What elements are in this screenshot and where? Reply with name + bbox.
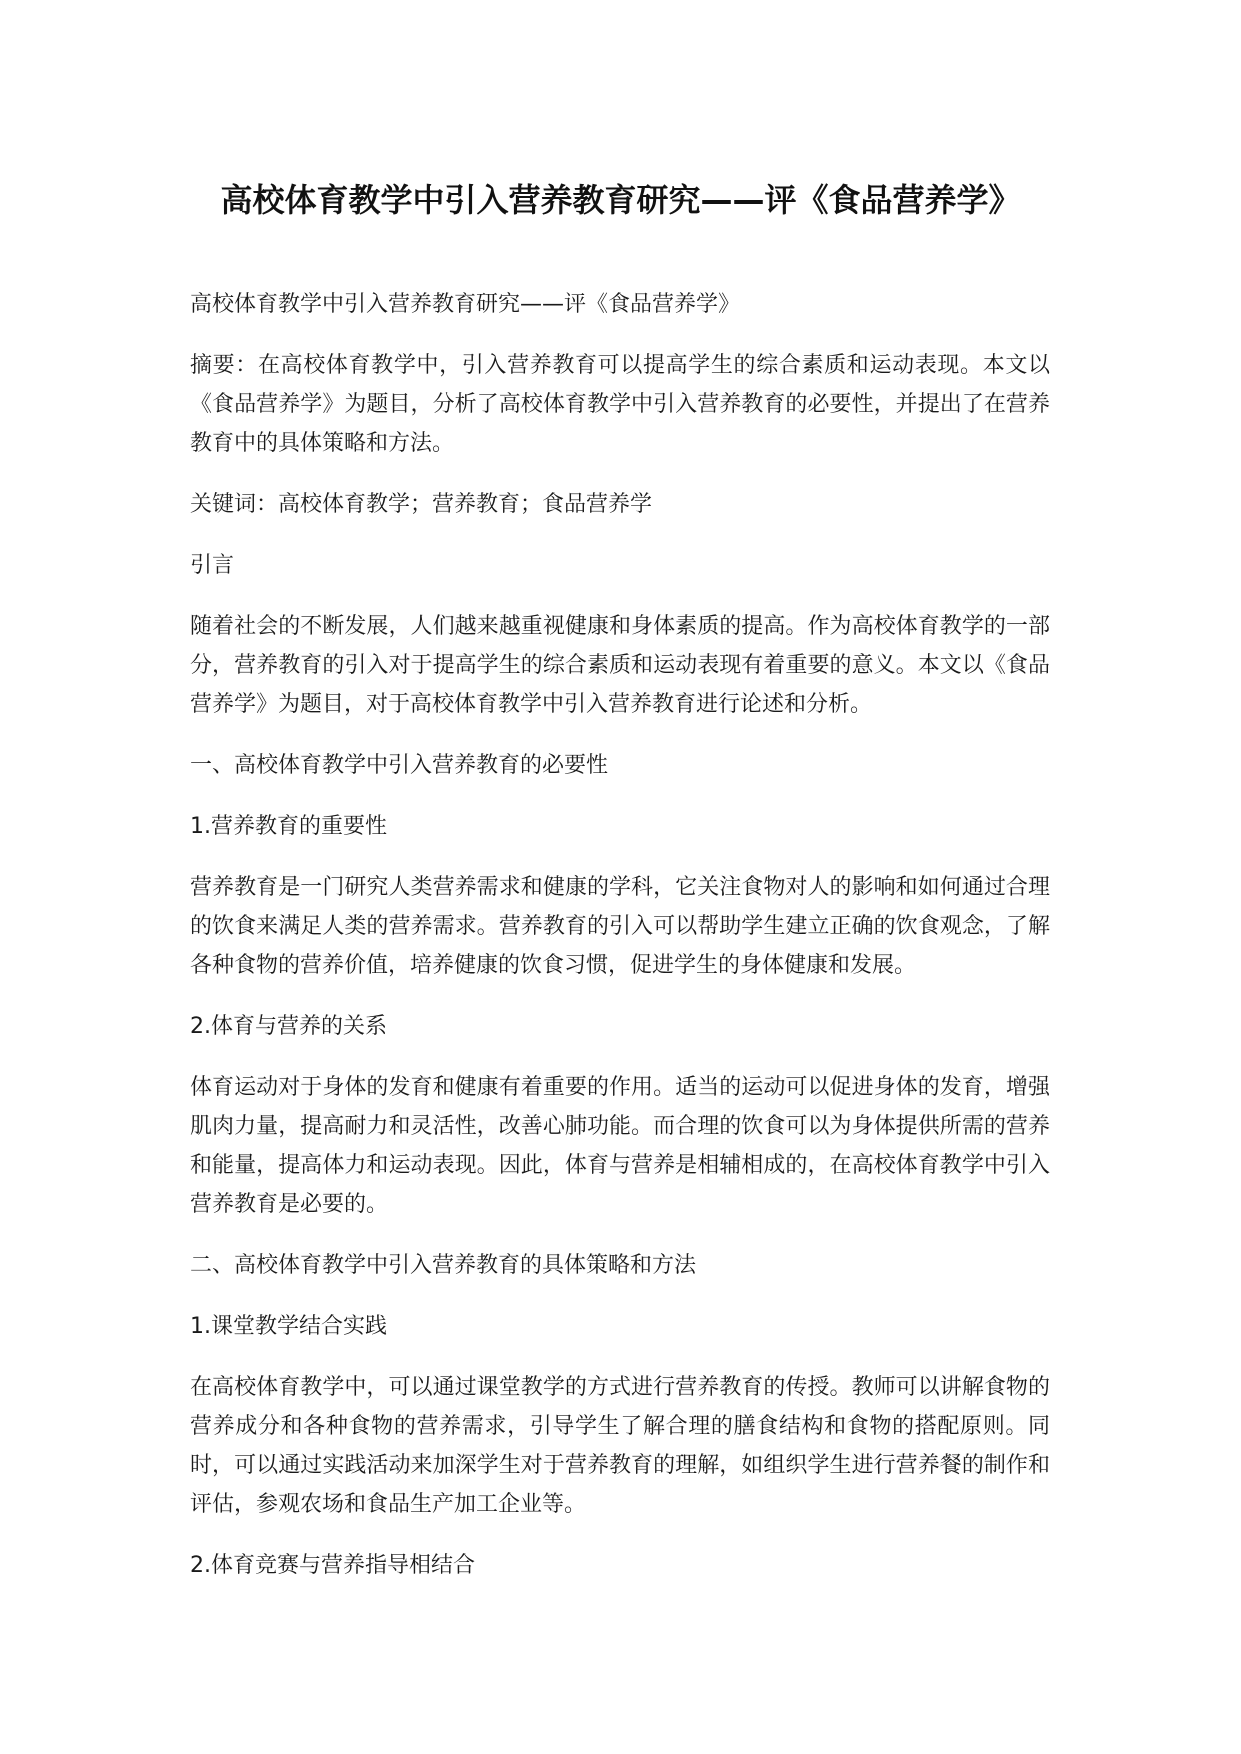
body-paragraph: 体育运动对于身体的发育和健康有着重要的作用。适当的运动可以促进身体的发育，增强肌肉力量，提高耐力和灵活性，改善心肺功能。而合理的饮食可以为身体提供所需的营养和能量，提高体力和运动表现。因此，体育与营养是相辅相成的，在高校体育教学中引入营养教育是必要的。 (190, 1075, 1050, 1217)
section-heading-introduction: 引言 (190, 553, 235, 578)
subsection-heading-2-1: 1.课堂教学结合实践 (190, 1314, 387, 1339)
subsection-heading-1-1: 1.营养教育的重要性 (190, 814, 387, 839)
subtitle-line: 高校体育教学中引入营养教育研究——评《食品营养学》 (190, 292, 741, 317)
subsection-heading-1-2: 2.体育与营养的关系 (190, 1014, 387, 1039)
document-title: 高校体育教学中引入营养教育研究——评《食品营养学》 (220, 181, 1021, 219)
abstract-paragraph: 摘要：在高校体育教学中，引入营养教育可以提高学生的综合素质和运动表现。本文以《食品营养学》为题目，分析了高校体育教学中引入营养教育的必要性，并提出了在营养教育中的具体策略和方法。 (190, 353, 1050, 456)
document-body (190, 285, 1050, 1607)
introduction-paragraph: 随着社会的不断发展，人们越来越重视健康和身体素质的提高。作为高校体育教学的一部分，营养教育的引入对于提高学生的综合素质和运动表现有着重要的意义。本文以《食品营养学》为题目，对于高校体育教学中引入营养教育进行论述和分析。 (190, 614, 1050, 717)
section-heading-2: 二、高校体育教学中引入营养教育的具体策略和方法 (190, 1253, 697, 1278)
body-paragraph: 在高校体育教学中，可以通过课堂教学的方式进行营养教育的传授。教师可以讲解食物的营养成分和各种食物的营养需求，引导学生了解合理的膳食结构和食物的搭配原则。同时，可以通过实践活动来加深学生对于营养教育的理解，如组织学生进行营养餐的制作和评估，参观农场和食品生产加工企业等。 (190, 1375, 1050, 1517)
body-paragraph: 营养教育是一门研究人类营养需求和健康的学科，它关注食物对人的影响和如何通过合理的饮食来满足人类的营养需求。营养教育的引入可以帮助学生建立正确的饮食观念，了解各种食物的营养价值，培养健康的饮食习惯，促进学生的身体健康和发展。 (190, 875, 1050, 978)
section-heading-1: 一、高校体育教学中引入营养教育的必要性 (190, 753, 609, 778)
subsection-heading-2-2: 2.体育竞赛与营养指导相结合 (190, 1553, 475, 1578)
keywords-line: 关键词：高校体育教学；营养教育；食品营养学 (190, 492, 653, 517)
